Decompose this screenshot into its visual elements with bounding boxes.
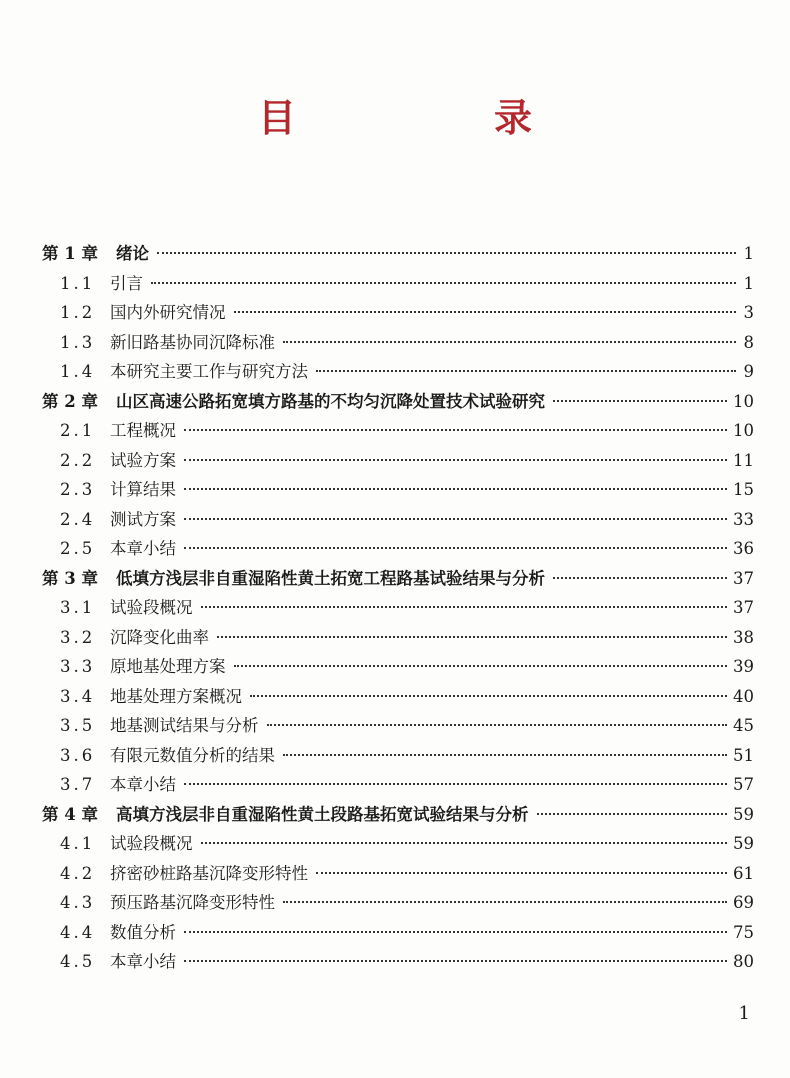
toc-chapter-entry (42, 564, 754, 594)
entry-page-number: 69 (733, 893, 754, 912)
dot-leader (234, 311, 737, 313)
entry-title: 工程概况 (110, 421, 176, 440)
entry-number: 第 4 章 (42, 804, 98, 824)
entry-page-number: 10 (733, 421, 754, 440)
entry-number: 1.3 (60, 332, 96, 352)
dot-leader (184, 547, 727, 549)
entry-page-number: 39 (733, 657, 754, 676)
dot-leader (316, 872, 727, 874)
toc-section-entry (42, 416, 754, 446)
dot-leader (553, 400, 727, 402)
entry-page-number: 33 (733, 509, 754, 529)
entry-title: 地基测试结果与分析 (110, 716, 259, 735)
entry-number: 4.3 (60, 893, 96, 912)
entry-title: 本章小结 (110, 539, 176, 558)
entry-page-number: 1 (743, 244, 754, 263)
entry-page-number: 11 (733, 450, 754, 470)
entry-number: 2.5 (60, 539, 96, 558)
dot-leader (537, 813, 728, 815)
entry-number: 4.2 (60, 863, 96, 883)
entry-page-number: 37 (733, 568, 754, 588)
dot-leader (267, 724, 728, 726)
dot-leader (201, 842, 728, 844)
entry-page-number: 36 (733, 539, 754, 558)
toc-section-entry (42, 505, 754, 535)
entry-number: 3.3 (60, 657, 96, 676)
entry-title: 试验段概况 (110, 598, 193, 617)
toc-section-entry (42, 446, 754, 476)
entry-number: 第 3 章 (42, 568, 98, 588)
table-of-contents (42, 239, 754, 977)
page-title: 目 录 (257, 95, 612, 140)
dot-leader (184, 960, 727, 962)
toc-section-entry (42, 593, 754, 623)
entry-page-number: 75 (733, 922, 754, 942)
entry-number: 3.7 (60, 775, 96, 794)
toc-chapter-entry (42, 387, 754, 417)
entry-number: 2.4 (60, 509, 96, 529)
entry-title: 沉降变化曲率 (110, 627, 209, 647)
toc-section-entry (42, 770, 754, 800)
entry-number: 2.1 (60, 421, 96, 440)
entry-number: 3.5 (60, 716, 96, 735)
entry-title: 计算结果 (110, 480, 176, 499)
entry-title: 本章小结 (110, 952, 176, 971)
dot-leader (217, 636, 727, 638)
dot-leader (201, 606, 728, 608)
dot-leader (283, 901, 727, 903)
entry-title: 试验方案 (110, 450, 176, 470)
entry-title: 引言 (110, 273, 143, 293)
entry-number: 1.1 (60, 273, 96, 293)
entry-page-number: 45 (733, 716, 754, 735)
dot-leader (553, 577, 727, 579)
dot-leader (250, 695, 727, 697)
entry-page-number: 61 (733, 863, 754, 883)
entry-title: 本研究主要工作与研究方法 (110, 362, 308, 381)
entry-number: 3.1 (60, 598, 96, 617)
toc-section-entry (42, 357, 754, 387)
entry-number: 第 1 章 (42, 244, 98, 263)
entry-page-number: 38 (733, 627, 754, 647)
toc-section-entry (42, 918, 754, 948)
entry-page-number: 57 (733, 775, 754, 794)
entry-title: 本章小结 (110, 775, 176, 794)
entry-number: 4.1 (60, 834, 96, 853)
entry-title: 预压路基沉降变形特性 (110, 893, 275, 912)
dot-leader (184, 783, 727, 785)
entry-title: 地基处理方案概况 (110, 686, 242, 706)
entry-number: 2.2 (60, 450, 96, 470)
dot-leader (184, 459, 727, 461)
entry-page-number: 3 (743, 303, 754, 322)
toc-section-entry (42, 652, 754, 682)
entry-page-number: 1 (743, 273, 754, 293)
entry-number: 2.3 (60, 480, 96, 499)
toc-section-entry (42, 328, 754, 358)
entry-number: 1.4 (60, 362, 96, 381)
toc-section-entry (42, 859, 754, 889)
page-number: 1 (738, 1003, 750, 1024)
dot-leader (184, 429, 727, 431)
entry-title: 测试方案 (110, 509, 176, 529)
entry-title: 试验段概况 (110, 834, 193, 853)
toc-section-entry (42, 947, 754, 977)
entry-page-number: 15 (733, 480, 754, 499)
dot-leader (283, 341, 736, 343)
dot-leader (184, 931, 727, 933)
toc-section-entry (42, 623, 754, 653)
entry-title: 挤密砂桩路基沉降变形特性 (110, 863, 308, 883)
entry-number: 第 2 章 (42, 391, 98, 411)
entry-title: 有限元数值分析的结果 (110, 745, 275, 765)
entry-title: 数值分析 (110, 922, 176, 942)
entry-page-number: 80 (733, 952, 754, 971)
entry-page-number: 10 (733, 391, 754, 411)
entry-page-number: 59 (733, 834, 754, 853)
entry-page-number: 40 (733, 686, 754, 706)
entry-title: 绪论 (116, 244, 149, 263)
dot-leader (184, 488, 727, 490)
entry-title: 高填方浅层非自重湿陷性黄土段路基拓宽试验结果与分析 (116, 804, 529, 824)
entry-number: 4.4 (60, 922, 96, 942)
toc-section-entry (42, 534, 754, 564)
toc-section-entry (42, 711, 754, 741)
entry-title: 低填方浅层非自重湿陷性黄土拓宽工程路基试验结果与分析 (116, 568, 545, 588)
entry-number: 3.6 (60, 745, 96, 765)
toc-section-entry (42, 829, 754, 859)
toc-chapter-entry (42, 239, 754, 269)
toc-section-entry (42, 682, 754, 712)
entry-page-number: 8 (743, 332, 754, 352)
dot-leader (184, 518, 727, 520)
dot-leader (234, 665, 728, 667)
toc-chapter-entry (42, 800, 754, 830)
toc-section-entry (42, 475, 754, 505)
entry-page-number: 59 (733, 804, 754, 824)
dot-leader (283, 754, 727, 756)
entry-page-number: 51 (733, 745, 754, 765)
entry-page-number: 9 (743, 362, 754, 381)
entry-title: 山区高速公路拓宽填方路基的不均匀沉降处置技术试验研究 (116, 391, 545, 411)
entry-title: 国内外研究情况 (110, 303, 226, 322)
dot-leader (151, 282, 736, 284)
entry-number: 4.5 (60, 952, 96, 971)
entry-number: 1.2 (60, 303, 96, 322)
toc-section-entry (42, 298, 754, 328)
dot-leader (157, 252, 736, 254)
toc-section-entry (42, 269, 754, 299)
entry-number: 3.4 (60, 686, 96, 706)
toc-section-entry (42, 888, 754, 918)
dot-leader (316, 370, 736, 372)
toc-section-entry (42, 741, 754, 771)
entry-number: 3.2 (60, 627, 96, 647)
entry-title: 原地基处理方案 (110, 657, 226, 676)
entry-title: 新旧路基协同沉降标准 (110, 332, 275, 352)
entry-page-number: 37 (733, 598, 754, 617)
